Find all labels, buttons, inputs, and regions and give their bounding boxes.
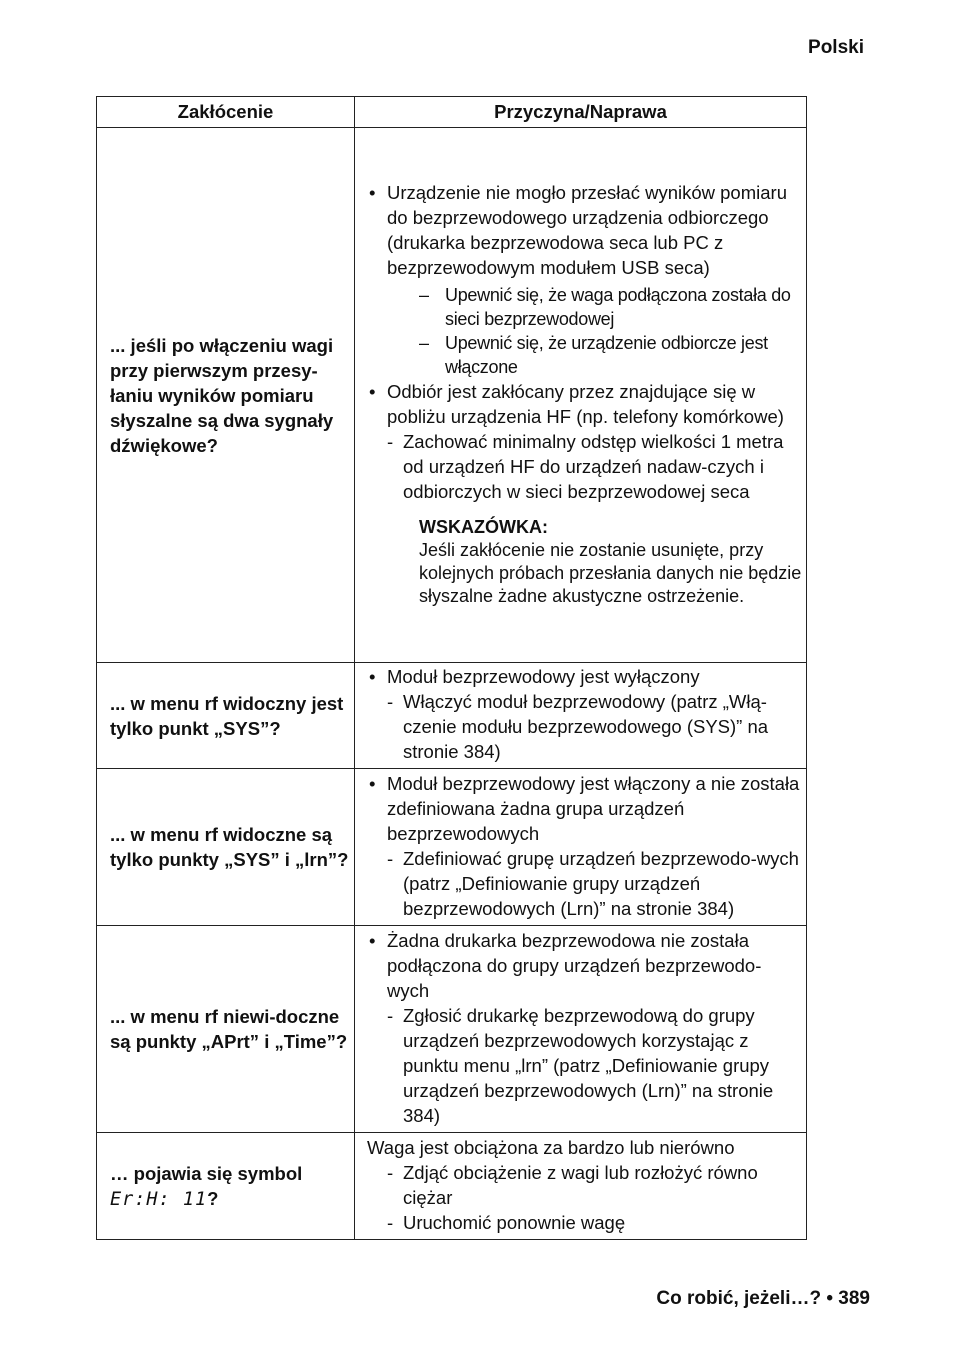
table-row [97, 663, 807, 769]
cause-text: Urządzenie nie mogło przesłać wyników pomiaru do bezprzewodowego urządzenia odbiorczego (drukarka bezprzewodowa seca lub PC z bezprzewodowym modułem USB seca) [387, 181, 787, 278]
dash-icon: – [419, 284, 429, 305]
cause-text: Żadna drukarka bezprzewodowa nie została podłączona do grupy urządzeń bezprzewodo-wych [387, 929, 762, 1001]
bullet-icon: • [369, 380, 376, 402]
fix-text: Zdefiniować grupę urządzeń bezprzewodo-wych (patrz „Definiowanie grupy urządzeń bezprzewodowych (Lrn)” na stronie 384) [403, 847, 799, 919]
fix-text: Upewnić się, że waga podłączona została do sieci bezprzewodowej [445, 284, 791, 329]
dash-icon: - [387, 691, 394, 712]
cause-cell [355, 926, 807, 1133]
fix-item [367, 689, 803, 764]
fix-item [367, 429, 803, 504]
cause-cell [355, 769, 807, 926]
cause-cell [355, 128, 807, 663]
cause-item [367, 771, 803, 846]
cause-text: Odbiór jest zakłócany przez znajdujące się w pobliżu urządzenia HF (np. telefony komórkowe) [387, 380, 784, 427]
cause-item [367, 664, 803, 689]
problem-suffix: ? [207, 1187, 219, 1209]
table-row [97, 1133, 807, 1240]
fix-item [367, 1003, 803, 1128]
problem-cell: ... jeśli po włączeniu wagi przy pierwszym przesy-łaniu wyników pomiaru słyszalne są dwa sygnały dźwiękowe? [97, 128, 355, 663]
bullet-icon: • [369, 772, 376, 794]
dash-icon: - [387, 1004, 394, 1026]
fix-text: Zachować minimalny odstęp wielkości 1 metra od urządzeń HF do urządzeń nadaw-czych i odbiorczych w sieci bezprzewodowej seca [403, 430, 784, 502]
note-box [367, 504, 803, 608]
fix-item [367, 283, 803, 331]
bullet-icon: • [369, 929, 376, 951]
note-text: Jeśli zakłócenie nie zostanie usunięte, przy kolejnych próbach przesłania danych nie będzie słyszalne żadne akustyczne ostrzeżenie. [419, 539, 802, 606]
bullet-icon: • [369, 181, 376, 203]
troubleshooting-table [96, 96, 807, 1240]
fix-text: Upewnić się, że urządzenie odbiorcze jest włączone [445, 332, 768, 377]
dash-icon: - [387, 430, 394, 452]
table-row [97, 769, 807, 926]
language-header: Polski [808, 37, 864, 58]
cause-text: Moduł bezprzewodowy jest włączony a nie została zdefiniowana żadna grupa urządzeń bezprzewodowych [387, 772, 800, 844]
table-row [97, 926, 807, 1133]
fix-text: Włączyć moduł bezprzewodowy (patrz „Włą-czenie modułu bezprzewodowego (SYS)” na stronie 384) [403, 691, 769, 762]
problem-cell: ... w menu rf niewi-doczne są punkty „APrt” i „Time”? [97, 926, 355, 1133]
column-header-cause: Przyczyna/Naprawa [355, 97, 807, 128]
problem-cell [97, 1133, 355, 1240]
cause-text: Waga jest obciążona za bardzo lub nierówno [367, 1136, 735, 1158]
page-footer: Co robić, jeżeli…? • 389 [656, 1288, 870, 1309]
cause-item [367, 379, 803, 429]
dash-icon: - [387, 1161, 394, 1183]
fix-text: Zgłosić drukarkę bezprzewodową do grupy urządzeń bezprzewodowych korzystając z punktu menu „lrn” (patrz „Definiowanie grupy urządzeń bezprzewodowych (Lrn)” na stronie 384) [403, 1004, 774, 1126]
cause-cell [355, 1133, 807, 1240]
note-title: WSKAZÓWKA: [419, 516, 548, 537]
cause-text: Moduł bezprzewodowy jest wyłączony [387, 666, 700, 687]
cause-item [367, 928, 803, 1003]
cause-item [367, 180, 803, 280]
dash-icon: - [387, 847, 394, 869]
cause-cell [355, 663, 807, 769]
problem-cell: ... w menu rf widoczne są tylko punkty „SYS” i „lrn”? [97, 769, 355, 926]
fix-item [367, 1210, 803, 1235]
error-code: Er:H: 11 [110, 1188, 208, 1210]
fix-text: Uruchomić ponownie wagę [403, 1211, 626, 1233]
fix-item [367, 331, 803, 379]
dash-icon: - [387, 1211, 394, 1233]
problem-cell: ... w menu rf widoczny jest tylko punkt „SYS”? [97, 663, 355, 769]
fix-text: Zdjąć obciążenie z wagi lub rozłożyć równo ciężar [403, 1161, 758, 1208]
fix-item [367, 846, 803, 921]
dash-icon: – [419, 332, 429, 353]
table-header-row [97, 97, 807, 128]
problem-text: … pojawia się symbol [110, 1162, 303, 1184]
bullet-icon: • [369, 666, 376, 687]
table-row [97, 128, 807, 663]
fix-item [367, 1160, 803, 1210]
column-header-problem: Zakłócenie [97, 97, 355, 128]
